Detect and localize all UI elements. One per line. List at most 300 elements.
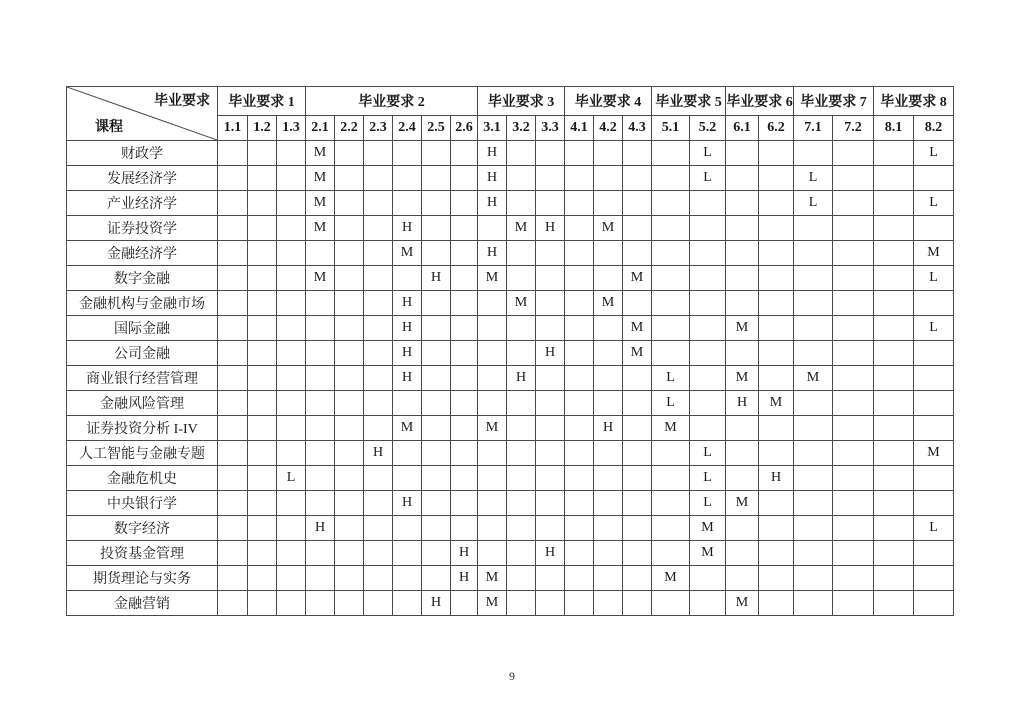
matrix-cell-2.3 <box>364 191 393 216</box>
matrix-cell-1.2 <box>248 191 277 216</box>
matrix-cell-1.1 <box>218 366 248 391</box>
matrix-cell-1.1 <box>218 341 248 366</box>
table-row <box>67 291 954 316</box>
matrix-cell-2.6 <box>451 366 478 391</box>
matrix-cell-4.3 <box>623 391 652 416</box>
matrix-cell-1.2 <box>248 341 277 366</box>
matrix-cell-6.2 <box>759 441 794 466</box>
matrix-cell-6.1 <box>726 241 759 266</box>
matrix-cell-2.3 <box>364 466 393 491</box>
matrix-cell-1.1 <box>218 441 248 466</box>
group-header-4: 毕业要求 4 <box>565 87 652 116</box>
matrix-cell-2.5 <box>422 241 451 266</box>
matrix-cell-2.5 <box>422 291 451 316</box>
matrix-cell-3.2 <box>507 591 536 616</box>
course-name-cell: 金融经济学 <box>67 241 218 266</box>
matrix-cell-4.3 <box>623 416 652 441</box>
matrix-cell-5.2: L <box>690 441 726 466</box>
matrix-cell-2.5 <box>422 491 451 516</box>
subcolumn-header-2.4: 2.4 <box>393 116 422 141</box>
matrix-cell-5.1 <box>652 241 690 266</box>
matrix-cell-7.2 <box>833 466 874 491</box>
matrix-cell-5.1: L <box>652 391 690 416</box>
matrix-cell-2.1 <box>306 391 335 416</box>
matrix-cell-7.2 <box>833 566 874 591</box>
subcolumn-header-1.1: 1.1 <box>218 116 248 141</box>
matrix-cell-5.2 <box>690 341 726 366</box>
matrix-cell-4.2 <box>594 466 623 491</box>
matrix-cell-3.1: H <box>478 191 507 216</box>
matrix-cell-7.1 <box>794 291 833 316</box>
matrix-cell-4.1 <box>565 241 594 266</box>
matrix-cell-5.1 <box>652 541 690 566</box>
matrix-cell-7.1 <box>794 566 833 591</box>
matrix-cell-4.3: M <box>623 316 652 341</box>
subcolumn-header-3.3: 3.3 <box>536 116 565 141</box>
matrix-cell-2.3 <box>364 266 393 291</box>
matrix-cell-1.3 <box>277 291 306 316</box>
matrix-cell-8.1 <box>874 516 914 541</box>
matrix-cell-3.2 <box>507 341 536 366</box>
matrix-cell-2.2 <box>335 266 364 291</box>
matrix-cell-8.2 <box>914 166 954 191</box>
matrix-cell-2.2 <box>335 441 364 466</box>
matrix-cell-5.2 <box>690 316 726 341</box>
matrix-cell-8.1 <box>874 466 914 491</box>
matrix-cell-2.6 <box>451 191 478 216</box>
matrix-cell-4.2: H <box>594 416 623 441</box>
matrix-cell-2.6 <box>451 416 478 441</box>
matrix-cell-3.1: H <box>478 141 507 166</box>
matrix-cell-2.1: M <box>306 266 335 291</box>
matrix-cell-1.3 <box>277 366 306 391</box>
matrix-cell-7.2 <box>833 541 874 566</box>
matrix-cell-5.2 <box>690 191 726 216</box>
matrix-cell-3.3 <box>536 441 565 466</box>
subcolumn-header-3.2: 3.2 <box>507 116 536 141</box>
matrix-cell-4.2 <box>594 441 623 466</box>
matrix-cell-8.2: M <box>914 241 954 266</box>
matrix-cell-2.1 <box>306 441 335 466</box>
matrix-cell-1.1 <box>218 591 248 616</box>
table-row <box>67 566 954 591</box>
matrix-cell-4.2 <box>594 341 623 366</box>
matrix-cell-4.1 <box>565 466 594 491</box>
matrix-cell-6.2 <box>759 591 794 616</box>
matrix-cell-7.2 <box>833 341 874 366</box>
course-name-cell: 证券投资分析 I-IV <box>67 416 218 441</box>
matrix-cell-2.5 <box>422 366 451 391</box>
matrix-cell-5.1 <box>652 266 690 291</box>
matrix-cell-2.6 <box>451 391 478 416</box>
matrix-cell-4.3 <box>623 191 652 216</box>
matrix-cell-4.1 <box>565 316 594 341</box>
matrix-cell-5.2 <box>690 241 726 266</box>
matrix-cell-3.3: H <box>536 341 565 366</box>
matrix-cell-2.4 <box>393 466 422 491</box>
matrix-cell-2.2 <box>335 491 364 516</box>
matrix-cell-4.1 <box>565 441 594 466</box>
matrix-cell-7.2 <box>833 366 874 391</box>
matrix-cell-2.4 <box>393 591 422 616</box>
matrix-cell-2.4: H <box>393 316 422 341</box>
matrix-cell-2.1 <box>306 491 335 516</box>
matrix-cell-1.3 <box>277 216 306 241</box>
matrix-cell-7.2 <box>833 391 874 416</box>
matrix-cell-6.2 <box>759 316 794 341</box>
matrix-cell-5.2 <box>690 591 726 616</box>
matrix-cell-2.3: H <box>364 441 393 466</box>
table-row <box>67 241 954 266</box>
matrix-cell-2.3 <box>364 366 393 391</box>
matrix-cell-4.3 <box>623 516 652 541</box>
matrix-cell-1.3 <box>277 391 306 416</box>
matrix-cell-2.1 <box>306 591 335 616</box>
matrix-cell-3.2 <box>507 266 536 291</box>
matrix-cell-2.1 <box>306 291 335 316</box>
matrix-cell-8.2: L <box>914 266 954 291</box>
matrix-cell-1.2 <box>248 516 277 541</box>
matrix-cell-7.1 <box>794 391 833 416</box>
matrix-cell-3.3 <box>536 491 565 516</box>
matrix-cell-1.3 <box>277 141 306 166</box>
matrix-cell-4.2 <box>594 541 623 566</box>
matrix-cell-5.1 <box>652 466 690 491</box>
subcolumn-header-2.3: 2.3 <box>364 116 393 141</box>
matrix-cell-5.2 <box>690 291 726 316</box>
group-header-7: 毕业要求 7 <box>794 87 874 116</box>
matrix-cell-3.2 <box>507 316 536 341</box>
subcolumn-header-3.1: 3.1 <box>478 116 507 141</box>
matrix-cell-3.2 <box>507 566 536 591</box>
matrix-cell-1.2 <box>248 141 277 166</box>
matrix-cell-5.2 <box>690 216 726 241</box>
course-name-cell: 证券投资学 <box>67 216 218 241</box>
matrix-cell-8.1 <box>874 241 914 266</box>
matrix-cell-1.3 <box>277 316 306 341</box>
matrix-cell-7.2 <box>833 166 874 191</box>
matrix-cell-8.2: L <box>914 141 954 166</box>
matrix-cell-7.2 <box>833 316 874 341</box>
matrix-cell-3.2 <box>507 141 536 166</box>
matrix-cell-6.2 <box>759 291 794 316</box>
table-row <box>67 266 954 291</box>
matrix-cell-7.2 <box>833 591 874 616</box>
matrix-cell-1.3 <box>277 241 306 266</box>
matrix-cell-1.1 <box>218 416 248 441</box>
matrix-cell-4.3: M <box>623 266 652 291</box>
matrix-cell-7.1: M <box>794 366 833 391</box>
matrix-cell-3.1 <box>478 541 507 566</box>
matrix-cell-7.1 <box>794 491 833 516</box>
matrix-cell-8.1 <box>874 591 914 616</box>
matrix-cell-2.5 <box>422 341 451 366</box>
matrix-cell-6.1: M <box>726 316 759 341</box>
matrix-cell-2.2 <box>335 591 364 616</box>
matrix-cell-2.1: M <box>306 216 335 241</box>
matrix-cell-2.4: M <box>393 241 422 266</box>
matrix-cell-1.3 <box>277 516 306 541</box>
matrix-cell-4.1 <box>565 516 594 541</box>
matrix-cell-1.2 <box>248 416 277 441</box>
matrix-cell-2.6 <box>451 316 478 341</box>
matrix-cell-8.2 <box>914 391 954 416</box>
course-name-cell: 商业银行经营管理 <box>67 366 218 391</box>
matrix-cell-1.2 <box>248 266 277 291</box>
matrix-cell-2.6 <box>451 166 478 191</box>
matrix-cell-2.2 <box>335 241 364 266</box>
matrix-cell-2.2 <box>335 516 364 541</box>
matrix-cell-7.2 <box>833 291 874 316</box>
matrix-cell-3.2 <box>507 516 536 541</box>
matrix-cell-5.2 <box>690 366 726 391</box>
matrix-cell-8.1 <box>874 291 914 316</box>
matrix-cell-7.1 <box>794 216 833 241</box>
matrix-cell-1.3 <box>277 166 306 191</box>
matrix-cell-2.5 <box>422 216 451 241</box>
course-name-cell: 发展经济学 <box>67 166 218 191</box>
table-row <box>67 216 954 241</box>
matrix-cell-4.2 <box>594 591 623 616</box>
matrix-cell-3.3 <box>536 366 565 391</box>
matrix-cell-2.6 <box>451 291 478 316</box>
matrix-cell-5.2 <box>690 266 726 291</box>
matrix-cell-3.2 <box>507 416 536 441</box>
course-name-cell: 期货理论与实务 <box>67 566 218 591</box>
course-name-cell: 金融风险管理 <box>67 391 218 416</box>
matrix-cell-8.1 <box>874 441 914 466</box>
matrix-cell-2.2 <box>335 141 364 166</box>
matrix-cell-7.2 <box>833 416 874 441</box>
matrix-cell-2.3 <box>364 166 393 191</box>
subcolumn-header-2.6: 2.6 <box>451 116 478 141</box>
matrix-cell-3.1 <box>478 516 507 541</box>
matrix-cell-8.2 <box>914 566 954 591</box>
matrix-cell-2.2 <box>335 316 364 341</box>
matrix-cell-5.1: M <box>652 566 690 591</box>
matrix-cell-4.1 <box>565 491 594 516</box>
subcolumn-header-4.2: 4.2 <box>594 116 623 141</box>
matrix-cell-4.2 <box>594 516 623 541</box>
matrix-cell-2.4 <box>393 541 422 566</box>
course-name-cell: 产业经济学 <box>67 191 218 216</box>
subcolumn-header-5.2: 5.2 <box>690 116 726 141</box>
matrix-cell-3.3 <box>536 566 565 591</box>
matrix-cell-7.1 <box>794 441 833 466</box>
matrix-cell-6.2 <box>759 216 794 241</box>
course-name-cell: 财政学 <box>67 141 218 166</box>
subcolumn-header-6.2: 6.2 <box>759 116 794 141</box>
matrix-cell-4.2 <box>594 566 623 591</box>
matrix-cell-1.3 <box>277 266 306 291</box>
matrix-cell-3.2: M <box>507 216 536 241</box>
matrix-cell-2.2 <box>335 466 364 491</box>
matrix-cell-4.1 <box>565 566 594 591</box>
matrix-cell-1.2 <box>248 591 277 616</box>
subcolumn-header-5.1: 5.1 <box>652 116 690 141</box>
matrix-cell-1.1 <box>218 191 248 216</box>
matrix-cell-6.2 <box>759 191 794 216</box>
matrix-cell-5.1 <box>652 191 690 216</box>
matrix-cell-7.2 <box>833 241 874 266</box>
matrix-cell-3.3: H <box>536 216 565 241</box>
matrix-cell-4.3 <box>623 541 652 566</box>
table-row <box>67 141 954 166</box>
matrix-cell-1.1 <box>218 216 248 241</box>
matrix-cell-4.1 <box>565 591 594 616</box>
matrix-cell-2.2 <box>335 216 364 241</box>
matrix-cell-6.1 <box>726 266 759 291</box>
matrix-cell-1.3 <box>277 591 306 616</box>
matrix-cell-5.2: L <box>690 491 726 516</box>
matrix-cell-1.2 <box>248 291 277 316</box>
matrix-cell-2.3 <box>364 291 393 316</box>
matrix-cell-3.1 <box>478 491 507 516</box>
table-row <box>67 316 954 341</box>
matrix-cell-4.1 <box>565 541 594 566</box>
matrix-cell-1.3 <box>277 441 306 466</box>
matrix-cell-6.1 <box>726 441 759 466</box>
matrix-cell-8.2: L <box>914 516 954 541</box>
matrix-cell-4.2 <box>594 391 623 416</box>
matrix-cell-7.2 <box>833 516 874 541</box>
matrix-cell-3.3 <box>536 416 565 441</box>
matrix-cell-2.5 <box>422 466 451 491</box>
matrix-cell-2.1: M <box>306 141 335 166</box>
matrix-cell-3.1: M <box>478 591 507 616</box>
matrix-cell-2.1 <box>306 566 335 591</box>
matrix-cell-2.4 <box>393 441 422 466</box>
matrix-cell-3.1: M <box>478 266 507 291</box>
matrix-cell-8.2: L <box>914 316 954 341</box>
matrix-cell-6.2 <box>759 166 794 191</box>
matrix-cell-2.2 <box>335 541 364 566</box>
group-header-5: 毕业要求 5 <box>652 87 726 116</box>
matrix-cell-4.2 <box>594 241 623 266</box>
matrix-cell-4.2: M <box>594 291 623 316</box>
curriculum-matrix-table <box>66 86 954 616</box>
matrix-cell-7.1: L <box>794 191 833 216</box>
matrix-cell-8.2 <box>914 366 954 391</box>
matrix-cell-6.1 <box>726 141 759 166</box>
matrix-cell-1.2 <box>248 241 277 266</box>
corner-top-label: 毕业要求 <box>154 94 210 109</box>
matrix-cell-8.2 <box>914 541 954 566</box>
matrix-cell-2.2 <box>335 391 364 416</box>
subcolumn-header-2.1: 2.1 <box>306 116 335 141</box>
subcolumn-header-2.5: 2.5 <box>422 116 451 141</box>
matrix-cell-1.2 <box>248 491 277 516</box>
matrix-cell-4.3 <box>623 566 652 591</box>
matrix-cell-4.1 <box>565 366 594 391</box>
matrix-cell-5.1 <box>652 166 690 191</box>
course-name-cell: 金融危机史 <box>67 466 218 491</box>
matrix-cell-3.3 <box>536 266 565 291</box>
matrix-cell-3.2: M <box>507 291 536 316</box>
course-name-cell: 公司金融 <box>67 341 218 366</box>
matrix-cell-6.2 <box>759 566 794 591</box>
matrix-cell-6.2 <box>759 141 794 166</box>
table-row <box>67 591 954 616</box>
matrix-cell-1.2 <box>248 566 277 591</box>
matrix-cell-4.1 <box>565 391 594 416</box>
matrix-cell-6.1 <box>726 466 759 491</box>
matrix-cell-3.1 <box>478 391 507 416</box>
matrix-cell-3.1 <box>478 441 507 466</box>
subcolumn-header-4.1: 4.1 <box>565 116 594 141</box>
matrix-cell-3.2 <box>507 441 536 466</box>
matrix-cell-4.2 <box>594 166 623 191</box>
matrix-cell-8.1 <box>874 491 914 516</box>
matrix-cell-3.3 <box>536 466 565 491</box>
matrix-cell-7.1 <box>794 316 833 341</box>
matrix-cell-1.3 <box>277 491 306 516</box>
matrix-cell-2.6 <box>451 466 478 491</box>
subcolumn-header-8.2: 8.2 <box>914 116 954 141</box>
matrix-cell-4.1 <box>565 141 594 166</box>
matrix-cell-4.1 <box>565 266 594 291</box>
matrix-cell-6.2: M <box>759 391 794 416</box>
subcolumn-header-6.1: 6.1 <box>726 116 759 141</box>
matrix-cell-1.1 <box>218 541 248 566</box>
matrix-cell-1.1 <box>218 141 248 166</box>
matrix-cell-1.1 <box>218 241 248 266</box>
matrix-cell-5.1 <box>652 316 690 341</box>
matrix-cell-7.1 <box>794 341 833 366</box>
matrix-cell-5.1 <box>652 216 690 241</box>
matrix-cell-1.1 <box>218 166 248 191</box>
matrix-cell-2.5 <box>422 191 451 216</box>
matrix-cell-1.3 <box>277 191 306 216</box>
matrix-cell-3.1 <box>478 316 507 341</box>
matrix-cell-7.1: L <box>794 166 833 191</box>
table-row <box>67 466 954 491</box>
matrix-cell-3.2 <box>507 191 536 216</box>
matrix-cell-2.5 <box>422 141 451 166</box>
matrix-cell-2.3 <box>364 316 393 341</box>
matrix-cell-5.2: L <box>690 466 726 491</box>
matrix-cell-5.2 <box>690 391 726 416</box>
course-name-cell: 人工智能与金融专题 <box>67 441 218 466</box>
matrix-cell-2.3 <box>364 391 393 416</box>
matrix-cell-3.1: M <box>478 416 507 441</box>
course-name-cell: 国际金融 <box>67 316 218 341</box>
matrix-cell-1.1 <box>218 466 248 491</box>
matrix-cell-4.3 <box>623 491 652 516</box>
matrix-cell-3.1 <box>478 216 507 241</box>
matrix-cell-3.1 <box>478 341 507 366</box>
matrix-cell-4.2 <box>594 366 623 391</box>
matrix-cell-8.1 <box>874 391 914 416</box>
page-number: 9 <box>509 669 515 683</box>
matrix-cell-4.3 <box>623 591 652 616</box>
matrix-cell-5.1 <box>652 141 690 166</box>
group-header-3: 毕业要求 3 <box>478 87 565 116</box>
course-name-cell: 投资基金管理 <box>67 541 218 566</box>
matrix-cell-1.3 <box>277 416 306 441</box>
matrix-cell-3.3 <box>536 316 565 341</box>
matrix-cell-8.2 <box>914 491 954 516</box>
matrix-cell-6.2 <box>759 341 794 366</box>
table-row <box>67 491 954 516</box>
matrix-cell-2.5 <box>422 566 451 591</box>
matrix-cell-7.1 <box>794 241 833 266</box>
matrix-cell-4.2: M <box>594 216 623 241</box>
matrix-cell-7.1 <box>794 516 833 541</box>
matrix-cell-2.6 <box>451 491 478 516</box>
matrix-cell-2.5: H <box>422 591 451 616</box>
matrix-cell-4.3 <box>623 166 652 191</box>
